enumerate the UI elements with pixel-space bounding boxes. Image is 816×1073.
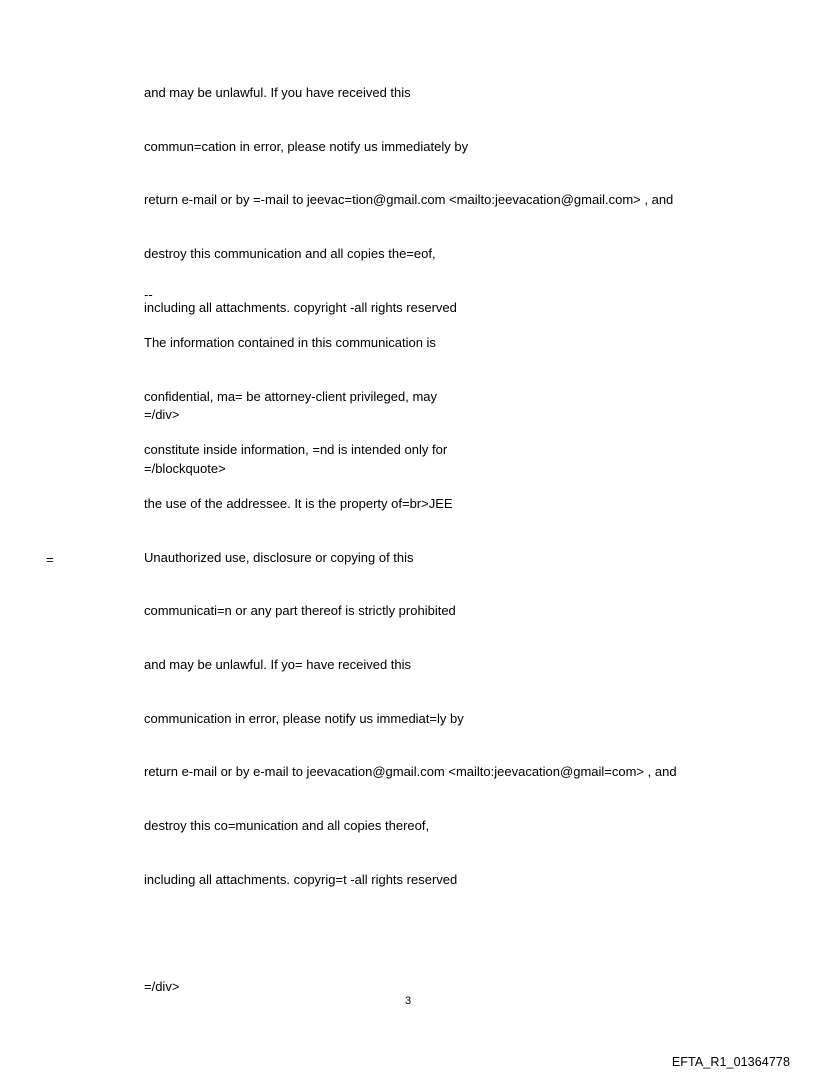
text-line: =/div> — [144, 407, 180, 423]
bates-number: EFTA_R1_01364778 — [671, 1055, 790, 1069]
text-line: including all attachments. copyright -all rights reserved — [144, 299, 457, 315]
text-line: destroy this communication and all copies the=eof, — [144, 245, 436, 261]
text-line: communication in error, please notify us immediat=ly by — [144, 710, 464, 726]
page-number: 3 — [404, 995, 412, 1007]
text-line: The information contained in this communication is — [144, 334, 436, 350]
text-line: destroy this co=munication and all copies thereof, — [144, 818, 430, 834]
text-line — [144, 925, 677, 943]
text-line: and may be unlawful. If you have received this — [144, 84, 411, 100]
separator-text: -- — [144, 286, 153, 302]
text-line: Unauthorized use, disclosure or copying of this — [144, 549, 414, 565]
text-line: confidential, ma= be attorney-client privileged, may — [144, 388, 438, 404]
text-line: commun=cation in error, please notify us immediately by — [144, 138, 469, 154]
text-line: including all attachments. copyrig=t -all rights reserved — [144, 871, 458, 887]
text-line: return e-mail or by =-mail to jeevac=tion@gmail.com <mailto:jeevacation@gmail.com> , and — [144, 192, 674, 208]
stray-character: = — [46, 552, 54, 567]
text-line: the use of the addressee. It is the property of=br>JEE — [144, 495, 453, 511]
text-line: constitute inside information, =nd is intended only for — [144, 442, 448, 458]
text-line: =/div> — [144, 979, 180, 995]
text-line: communicati=n or any part thereof is strictly prohibited — [144, 603, 456, 619]
text-line: =/blockquote> — [144, 460, 226, 476]
text-line: return e-mail or by e-mail to jeevacation@gmail.com <mailto:jeevacation@gmail=com> , and — [144, 764, 677, 780]
email-disclaimer — [144, 298, 677, 1014]
text-line: and may be unlawful. If yo= have received this — [144, 657, 412, 673]
